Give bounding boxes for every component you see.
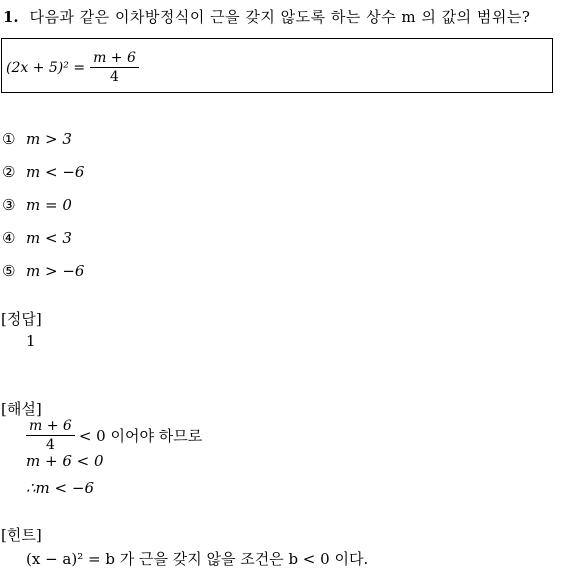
choice-5[interactable]: [2, 262, 84, 280]
choice-4[interactable]: [2, 229, 72, 247]
solution-numerator: m + 6: [26, 418, 75, 436]
choice-expr: m < 3: [26, 229, 72, 247]
hint-label: [힌트]: [1, 526, 42, 544]
question-text: 다음과 같은 이차방정식이 근을 갖지 않도록 하는 상수 m 의 값의 범위는?: [29, 8, 531, 26]
hint-text: (x − a)² = b 가 근을 갖지 않을 조건은 b < 0 이다.: [26, 550, 369, 568]
answer-value: 1: [26, 332, 36, 350]
question-number: 1.: [3, 8, 19, 26]
choice-mark: ②: [2, 163, 16, 181]
equation-denominator: 4: [110, 69, 119, 85]
solution-line-1: [26, 418, 202, 453]
equation: [6, 50, 139, 85]
solution-denominator: 4: [45, 437, 55, 453]
solution-line-2: m + 6 < 0: [26, 452, 104, 470]
choice-expr: m = 0: [26, 196, 72, 214]
choice-mark: ⑤: [2, 262, 16, 280]
choice-3[interactable]: [2, 196, 72, 214]
equation-fraction: [90, 50, 139, 85]
choice-expr: m > −6: [26, 262, 85, 280]
choice-mark: ③: [2, 196, 16, 214]
solution-fraction: [26, 418, 75, 453]
solution-suffix: < 0 이어야 하므로: [78, 427, 203, 445]
choice-expr: m > 3: [26, 130, 72, 148]
equation-lhs: (2x + 5)² =: [6, 59, 86, 76]
solution-label: [해설]: [1, 400, 42, 418]
choice-mark: ①: [2, 130, 16, 148]
equation-numerator: m + 6: [90, 50, 139, 68]
answer-label: [정답]: [1, 310, 42, 328]
choice-mark: ④: [2, 229, 16, 247]
question-title: [3, 6, 530, 27]
choice-2[interactable]: [2, 163, 84, 181]
choice-1[interactable]: [2, 130, 72, 148]
solution-line-3: ∴m < −6: [26, 479, 94, 497]
choice-expr: m < −6: [26, 163, 85, 181]
